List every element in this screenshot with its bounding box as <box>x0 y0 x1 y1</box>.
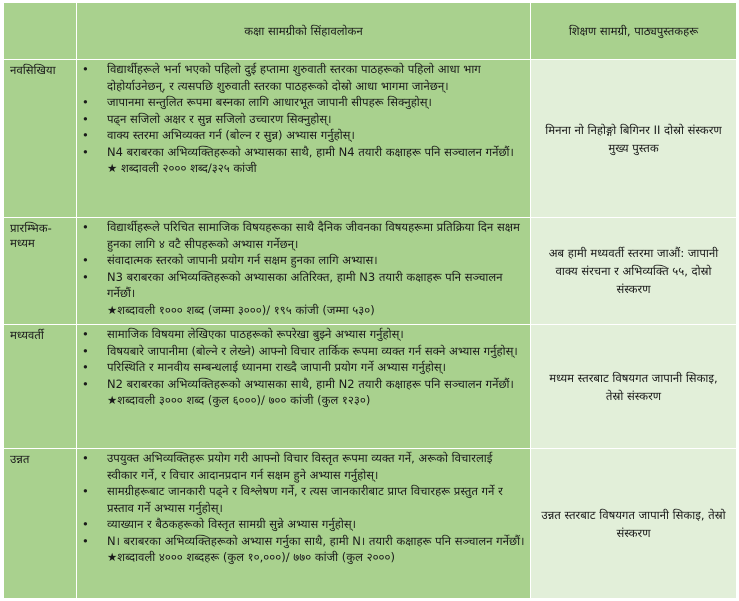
list-item: • सामाजिक विषयमा लेखिएका पाठहरूको रूपरेखा बुझ्ने अभ्यास गर्नुहोस्। <box>82 327 404 341</box>
overview-list <box>77 219 526 302</box>
table-row <box>4 60 737 218</box>
list-item: • सामग्रीहरूबाट जानकारी पढ्ने र विश्लेषण गर्ने, र त्यस जानकारीबाट प्राप्त विचारहरू प्रस्तुत गर्ने र प्रस्ताव गर्ने अभ्यास गर्नुहोस्। <box>82 484 503 515</box>
level-label: उन्नत <box>4 449 77 599</box>
overview-list <box>77 61 526 160</box>
level-label: मध्यवर्ती <box>4 325 77 449</box>
bullet-icon: • <box>82 95 89 109</box>
bullet-icon: • <box>82 62 89 76</box>
bullet-icon: • <box>82 220 89 234</box>
list-item: • व्याख्यान र बैठकहरूको विस्तृत सामग्री सुन्ने अभ्यास गर्नुहोस्। <box>82 517 357 531</box>
vocabulary-summary: ★शब्दावली ४००० शब्दहरू (कुल १०,०००)/ ७७० कांजी (कुल २०००) <box>107 550 395 564</box>
table-row <box>4 325 737 449</box>
bullet-icon: • <box>82 327 89 341</box>
overview-list <box>77 450 526 549</box>
material-cell: उन्नत स्तरबाट विषयगत जापानी सिकाइ, तेस्रो संस्करण <box>531 449 737 599</box>
list-item: • संवादात्मक स्तरको जापानी प्रयोग गर्न सक्षम हुनका लागि अभ्यास। <box>82 253 378 267</box>
material-cell: मिनना नो निहोङ्गो बिगिनर II दोस्रो संस्करण मुख्य पुस्तक <box>531 60 737 218</box>
material-cell: मध्यम स्तरबाट विषयगत जापानी सिकाइ, तेस्रो संस्करण <box>531 325 737 449</box>
header-overview: कक्षा सामग्रीको सिंहावलोकन <box>77 3 531 60</box>
table-row <box>4 218 737 325</box>
list-item: • N4 बराबरका अभिव्यक्तिहरूको अभ्यासका साथै, हामी N4 तयारी कक्षाहरू पनि सञ्चालन गर्नेछौं। <box>82 144 514 159</box>
bullet-icon: • <box>82 533 89 548</box>
level-label: प्रारम्भिक-मध्यम <box>4 218 77 325</box>
list-item: • उपयुक्त अभिव्यक्तिहरू प्रयोग गरी आफ्नो विचार विस्तृत रूपमा व्यक्त गर्ने, अरूको विचारलाई स्वीकार गर्ने, र विचार आदानप्रदान गर्न सक्षम हुने अभ्यास गर्नुहोस्। <box>82 451 493 482</box>
list-item: • विद्यार्थीहरूले भर्ना भएको पहिलो दुई हप्तामा शुरुवाती स्तरका पाठहरूको पहिलो आधा भाग दोहोर्याउनेछन्, र त्यसपछि शुरुवाती स्तरका पाठहरूको दोस्रो आधा भागमा जानेछन्। <box>82 62 481 93</box>
overview-cell <box>77 60 531 218</box>
bullet-icon: • <box>82 517 89 531</box>
bullet-icon: • <box>82 144 89 159</box>
bullet-icon: • <box>82 128 89 142</box>
overview-cell <box>77 325 531 449</box>
list-item: • पढ्न सजिलो अक्षर र सुन्न सजिलो उच्चारण सिक्नुहोस्। <box>82 111 332 126</box>
header-row <box>4 3 737 60</box>
list-item: • वाक्य स्तरमा अभिव्यक्त गर्न (बोल्न र सुन्न) अभ्यास गर्नुहोस्। <box>82 128 355 142</box>
overview-list <box>77 326 526 392</box>
bullet-icon: • <box>82 360 89 374</box>
list-item: • विद्यार्थीहरूले परिचित सामाजिक विषयहरूका साथै दैनिक जीवनका विषयहरूमा प्रतिक्रिया दिन सक्षम हुनका लागि ४ वटै सीपहरूको अभ्यास गर्नेछन्। <box>82 220 520 251</box>
level-label: नवसिखिया <box>4 60 77 218</box>
material-cell: अब हामी मध्यवर्ती स्तरमा जाऔं: जापानी वाक्य संरचना र अभिव्यक्ति ५५, दोस्रो संस्करण <box>531 218 737 325</box>
bullet-icon: • <box>82 111 89 126</box>
bullet-icon: • <box>82 269 89 284</box>
list-item: • N। बराबरका अभिव्यक्तिहरूको अभ्यास गर्नुका साथै, हामी N। तयारी कक्षाहरू पनि सञ्चालन गर्नेछौं। <box>82 533 525 548</box>
overview-cell <box>77 218 531 325</box>
bullet-icon: • <box>82 253 89 267</box>
bullet-icon: • <box>82 484 89 498</box>
overview-cell <box>77 449 531 599</box>
list-item: • जापानमा सन्तुलित रूपमा बस्नका लागि आधारभूत जापानी सीपहरू सिक्नुहोस्। <box>82 95 432 109</box>
list-item: • N2 बराबरका अभिव्यक्तिहरूको अभ्यासका साथै, हामी N2 तयारी कक्षाहरू पनि सञ्चालन गर्नेछौं। <box>82 376 514 391</box>
table-row <box>4 449 737 599</box>
vocabulary-summary: ★शब्दावली १००० शब्द (जम्मा ३०००)/ १९५ कांजी (जम्मा ५३०) <box>107 302 375 317</box>
bullet-icon: • <box>82 451 89 465</box>
list-item: • N3 बराबरका अभिव्यक्तिहरूको अभ्यासका अतिरिक्त, हामी N3 तयारी कक्षाहरू पनि सञ्चालन गर्नेछौं। <box>82 269 503 300</box>
list-item: • विषयबारे जापानीमा (बोल्ने र लेख्ने) आफ्नो विचार तार्किक रूपमा व्यक्त गर्न सक्ने अभ्यास गर्नुहोस्। <box>82 343 518 358</box>
header-level <box>4 3 77 60</box>
curriculum-table <box>3 2 737 599</box>
bullet-icon: • <box>82 376 89 391</box>
header-materials: शिक्षण सामग्री, पाठ्यपुस्तकहरू <box>531 3 737 60</box>
vocabulary-summary: ★ शब्दावली २००० शब्द/३२५ कांजी <box>107 161 257 175</box>
bullet-icon: • <box>82 343 89 358</box>
list-item: • परिस्थिति र मानवीय सम्बन्धलाई ध्यानमा राख्दै जापानी प्रयोग गर्ने अभ्यास गर्नुहोस्। <box>82 360 447 374</box>
vocabulary-summary: ★शब्दावली ३००० शब्द (कुल ६०००)/ ७०० कांजी (कुल १२३०) <box>107 393 371 407</box>
